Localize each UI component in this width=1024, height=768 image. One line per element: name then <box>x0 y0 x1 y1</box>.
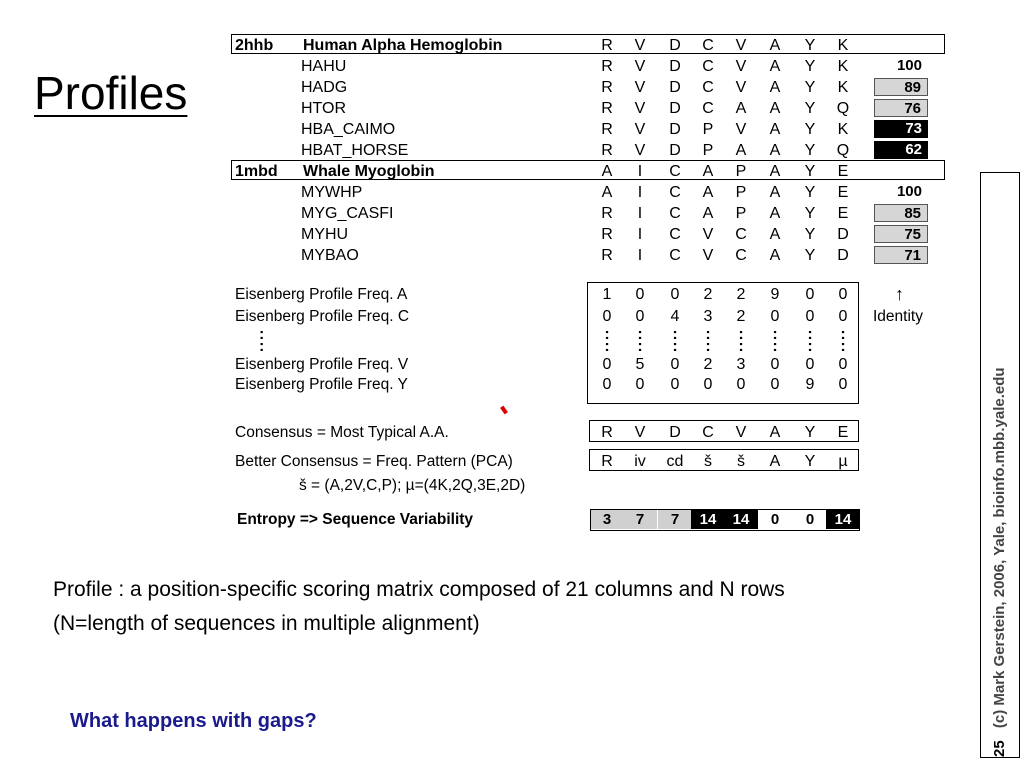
residue: K <box>837 37 849 54</box>
identity-value: 73 <box>874 120 928 138</box>
alignment-figure <box>225 30 955 540</box>
profile-value: 0 <box>770 308 780 325</box>
entropy-value: 14 <box>826 510 860 529</box>
entropy-value: 0 <box>793 510 827 529</box>
group-name: Whale Myoglobin <box>303 163 435 180</box>
residue: Y <box>804 163 816 180</box>
residue: I <box>637 226 643 243</box>
sequence-name: MYG_CASFI <box>301 205 394 222</box>
residue: A <box>769 79 781 96</box>
profile-value: 3 <box>736 356 746 373</box>
profile-value: 0 <box>670 376 680 393</box>
better-consensus-definition: š = (A,2V,C,P); µ=(4K,2Q,3E,2D) <box>299 477 526 494</box>
ellipsis-mark: : <box>807 326 813 343</box>
entropy-value: 14 <box>724 510 758 529</box>
residue: I <box>637 184 643 201</box>
entropy-box <box>590 509 860 531</box>
residue: V <box>634 58 646 75</box>
better-consensus-value: A <box>769 453 781 470</box>
residue: A <box>769 247 781 264</box>
residue: E <box>837 163 849 180</box>
red-tick-mark <box>500 406 508 415</box>
residue: Q <box>836 100 850 117</box>
residue: C <box>669 163 681 180</box>
profile-value: 0 <box>770 356 780 373</box>
residue: C <box>669 184 681 201</box>
identity-value: 89 <box>874 78 928 96</box>
residue: A <box>769 142 781 159</box>
entropy-value: 3 <box>590 510 624 529</box>
residue: P <box>702 121 714 138</box>
residue: K <box>837 121 849 138</box>
residue: D <box>837 247 849 264</box>
gaps-question: What happens with gaps? <box>70 710 317 732</box>
residue: A <box>769 37 781 54</box>
profile-value: 0 <box>602 376 612 393</box>
residue: C <box>735 247 747 264</box>
sequence-name: HAHU <box>301 58 347 75</box>
residue: V <box>634 79 646 96</box>
slide-number: 25 <box>991 740 1008 757</box>
sequence-name: MYWHP <box>301 184 363 201</box>
ellipsis-mark: : <box>840 326 846 343</box>
residue: C <box>702 79 714 96</box>
entropy-value: 7 <box>658 510 692 529</box>
residue: R <box>601 247 613 264</box>
better-consensus-value: cd <box>666 453 684 470</box>
residue: A <box>769 121 781 138</box>
ellipsis-mark: : <box>637 338 643 355</box>
profile-row-label: Eisenberg Profile Freq. A <box>235 286 408 303</box>
residue: Y <box>804 100 816 117</box>
ellipsis-mark: : <box>259 326 265 343</box>
profile-value: 9 <box>805 376 815 393</box>
residue: Y <box>804 58 816 75</box>
identity-value: 100 <box>874 57 928 75</box>
profile-value: 2 <box>703 356 713 373</box>
copyright-credit: (c) Mark Gerstein, 2006, Yale, bioinfo.mbb.yale.edu <box>991 367 1008 729</box>
consensus-value: V <box>634 424 646 441</box>
ellipsis-mark: : <box>637 326 643 343</box>
entropy-value: 0 <box>758 510 792 529</box>
residue: Y <box>804 226 816 243</box>
identity-value: 62 <box>874 141 928 159</box>
residue: V <box>702 226 714 243</box>
sequence-name: HADG <box>301 79 348 96</box>
ellipsis-mark: : <box>672 338 678 355</box>
residue: V <box>634 37 646 54</box>
profile-value: 0 <box>635 286 645 303</box>
profile-value: 9 <box>770 286 780 303</box>
consensus-label: Consensus = Most Typical A.A. <box>235 424 449 441</box>
ellipsis-mark: : <box>772 338 778 355</box>
profile-value: 2 <box>736 286 746 303</box>
sequence-name: MYBAO <box>301 247 359 264</box>
sequence-name: MYHU <box>301 226 349 243</box>
residue: D <box>669 58 681 75</box>
residue: Y <box>804 37 816 54</box>
residue: V <box>735 79 747 96</box>
profile-row-label: Eisenberg Profile Freq. C <box>235 308 410 325</box>
slide-title: Profiles <box>34 67 188 119</box>
identity-arrow-icon: ↑ <box>895 284 904 304</box>
residue: I <box>637 247 643 264</box>
residue: D <box>669 37 681 54</box>
consensus-value: D <box>669 424 681 441</box>
residue: A <box>735 100 747 117</box>
identity-value: 100 <box>874 183 928 201</box>
profile-value: 0 <box>838 376 848 393</box>
residue: R <box>601 58 613 75</box>
residue: D <box>669 100 681 117</box>
residue: P <box>735 163 747 180</box>
residue: Y <box>804 121 816 138</box>
residue: C <box>669 247 681 264</box>
ellipsis-mark: : <box>738 326 744 343</box>
residue: Y <box>804 79 816 96</box>
consensus-value: V <box>735 424 747 441</box>
consensus-value: E <box>837 424 849 441</box>
residue: R <box>601 142 613 159</box>
group-name: Human Alpha Hemoglobin <box>303 37 503 54</box>
residue: R <box>601 121 613 138</box>
residue: C <box>702 58 714 75</box>
identity-value: 71 <box>874 246 928 264</box>
residue: C <box>702 37 714 54</box>
profile-value: 0 <box>805 286 815 303</box>
consensus-value: R <box>601 424 613 441</box>
residue: V <box>634 100 646 117</box>
residue: A <box>769 100 781 117</box>
identity-value: 75 <box>874 225 928 243</box>
residue: D <box>669 142 681 159</box>
residue: A <box>702 163 714 180</box>
better-consensus-value: µ <box>838 453 848 470</box>
residue: P <box>702 142 714 159</box>
better-consensus-value: š <box>737 453 745 470</box>
profile-value: 0 <box>635 308 645 325</box>
residue: C <box>735 226 747 243</box>
slide-sidebar <box>980 172 1020 758</box>
residue: Y <box>804 142 816 159</box>
profile-value: 0 <box>805 308 815 325</box>
ellipsis-mark: : <box>772 326 778 343</box>
profile-value: 0 <box>770 376 780 393</box>
profile-value: 0 <box>736 376 746 393</box>
better-consensus-value: R <box>601 453 613 470</box>
profile-definition: Profile : a position-specific scoring matrix composed of 21 columns and N rows (N=length of sequences in multiple alignment) <box>53 578 785 635</box>
residue: R <box>601 79 613 96</box>
group-id: 2hhb <box>235 37 274 54</box>
residue: C <box>702 100 714 117</box>
residue: R <box>601 226 613 243</box>
residue: Y <box>804 247 816 264</box>
sequence-name: HBA_CAIMO <box>301 121 396 138</box>
ellipsis-mark: : <box>672 326 678 343</box>
entropy-label: Entropy => Sequence Variability <box>237 511 474 528</box>
residue: D <box>669 121 681 138</box>
consensus-value: A <box>769 424 781 441</box>
profile-value: 0 <box>670 356 680 373</box>
residue: A <box>769 163 781 180</box>
residue: D <box>837 226 849 243</box>
ellipsis-mark: : <box>604 338 610 355</box>
entropy-value: 14 <box>691 510 725 529</box>
residue: A <box>601 184 613 201</box>
residue: I <box>637 163 643 180</box>
residue: R <box>601 37 613 54</box>
residue: K <box>837 79 849 96</box>
profile-value: 0 <box>635 376 645 393</box>
profile-value: 0 <box>838 286 848 303</box>
profile-row-label: Eisenberg Profile Freq. Y <box>235 376 408 393</box>
residue: C <box>669 226 681 243</box>
profile-value: 0 <box>602 308 612 325</box>
residue: A <box>769 58 781 75</box>
ellipsis-mark: : <box>807 338 813 355</box>
better-consensus-value: Y <box>804 453 816 470</box>
profile-row-label: Eisenberg Profile Freq. V <box>235 356 409 373</box>
profile-value: 0 <box>805 356 815 373</box>
residue: Q <box>836 142 850 159</box>
residue: V <box>634 142 646 159</box>
residue: K <box>837 58 849 75</box>
residue: A <box>702 205 714 222</box>
residue: V <box>735 37 747 54</box>
consensus-value: Y <box>804 424 816 441</box>
residue: D <box>669 79 681 96</box>
identity-label: Identity <box>873 308 923 325</box>
residue: V <box>702 247 714 264</box>
residue: V <box>735 121 747 138</box>
identity-value: 85 <box>874 204 928 222</box>
profile-value: 0 <box>838 356 848 373</box>
residue: Y <box>804 205 816 222</box>
sidebar-credit-line <box>981 173 1019 757</box>
group-id: 1mbd <box>235 163 278 180</box>
profile-value: 1 <box>602 286 612 303</box>
entropy-value: 7 <box>623 510 657 529</box>
residue: R <box>601 205 613 222</box>
residue: A <box>601 163 613 180</box>
profile-value: 0 <box>838 308 848 325</box>
profile-value: 0 <box>703 376 713 393</box>
residue: A <box>769 205 781 222</box>
residue: V <box>634 121 646 138</box>
residue: A <box>735 142 747 159</box>
residue: A <box>769 226 781 243</box>
residue: E <box>837 184 849 201</box>
better-consensus-value: š <box>704 453 712 470</box>
profile-value: 0 <box>602 356 612 373</box>
residue: Y <box>804 184 816 201</box>
ellipsis-mark: : <box>604 326 610 343</box>
ellipsis-mark: : <box>705 338 711 355</box>
profile-value: 0 <box>670 286 680 303</box>
residue: A <box>769 184 781 201</box>
sequence-name: HBAT_HORSE <box>301 142 409 159</box>
ellipsis-mark: : <box>840 338 846 355</box>
consensus-value: C <box>702 424 714 441</box>
residue: A <box>702 184 714 201</box>
ellipsis-mark: : <box>259 338 265 355</box>
better-consensus-value: iv <box>634 453 646 470</box>
residue: P <box>735 184 747 201</box>
identity-value: 76 <box>874 99 928 117</box>
residue: C <box>669 205 681 222</box>
better-consensus-label: Better Consensus = Freq. Pattern (PCA) <box>235 453 513 470</box>
profile-value: 4 <box>670 308 680 325</box>
residue: V <box>735 58 747 75</box>
residue: P <box>735 205 747 222</box>
residue: R <box>601 100 613 117</box>
profile-value: 5 <box>635 356 645 373</box>
ellipsis-mark: : <box>738 338 744 355</box>
residue: E <box>837 205 849 222</box>
sequence-name: HTOR <box>301 100 347 117</box>
ellipsis-mark: : <box>705 326 711 343</box>
profile-value: 2 <box>736 308 746 325</box>
residue: I <box>637 205 643 222</box>
profile-value: 3 <box>703 308 713 325</box>
profile-value: 2 <box>703 286 713 303</box>
